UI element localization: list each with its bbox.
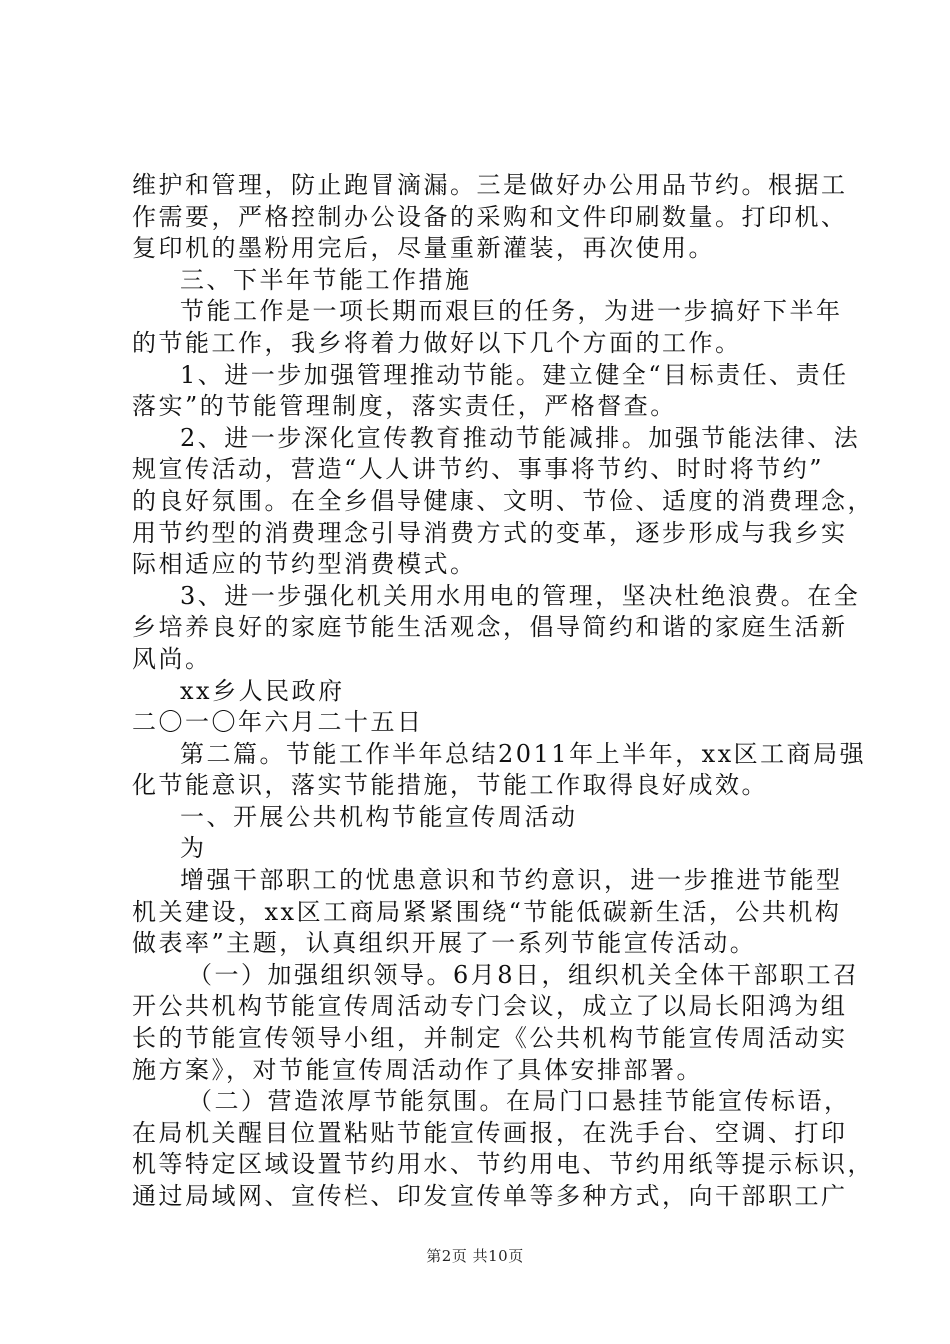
text-line: （二）营造浓厚节能氛围。在局门口悬挂节能宣传标语， <box>188 1087 851 1116</box>
document-body <box>132 170 874 1213</box>
text-line: 机等特定区域设置节约用水、节约用电、节约用纸等提示标识， <box>132 1150 874 1179</box>
text-line: 节能工作是一项长期而艰巨的任务，为进一步搞好下半年 <box>180 297 843 326</box>
text-line: 通过局域网、宣传栏、印发宣传单等多种方式，向干部职工广 <box>132 1182 848 1210</box>
text-line: 用节约型的消费理念引导消费方式的变革，逐步形成与我乡实 <box>132 518 848 547</box>
text-line: 施方案》，对节能宣传周活动作了具体安排部署。 <box>132 1055 703 1084</box>
text-line: 落实”的节能管理制度，落实责任，严格督查。 <box>132 392 677 421</box>
text-line: 规宣传活动，营造“人人讲节约、事事将节约、时时将节约” <box>132 455 825 484</box>
text-line: 做表率”主题，认真组织开展了一系列节能宣传活动。 <box>132 929 757 958</box>
text-line: 机关建设，xx区工商局紧紧围绕“节能低碳新生活，公共机构 <box>132 897 842 926</box>
section-heading: 一、开展公共机构节能宣传周活动 <box>180 802 578 831</box>
text-line: 在局机关醒目位置粘贴节能宣传画报，在洗手台、空调、打印 <box>132 1118 848 1147</box>
text-line: 开公共机构节能宣传周活动专门会议，成立了以局长阳鸿为组 <box>132 992 848 1021</box>
text-line: （一）加强组织领导。6月8日，组织机关全体干部职工召 <box>188 960 860 989</box>
text-line: 复印机的墨粉用完后，尽量重新灌装，再次使用。 <box>132 234 715 263</box>
text-line: 第二篇。节能工作半年总结2011年上半年，xx区工商局强 <box>180 739 867 768</box>
text-line: 为 <box>180 834 207 863</box>
page-number: 第2页 共10页 <box>426 1247 524 1265</box>
text-line: 际相适应的节约型消费模式。 <box>132 550 477 579</box>
text-line: 风尚。 <box>132 644 212 673</box>
text-line: 乡培养良好的家庭节能生活观念，倡导简约和谐的家庭生活新 <box>132 613 848 642</box>
text-line: 长的节能宣传领导小组，并制定《公共机构节能宣传周活动实 <box>132 1024 848 1053</box>
text-line: 维护和管理，防止跑冒滴漏。三是做好办公用品节约。根据工 <box>132 171 848 199</box>
text-line: 的节能工作，我乡将着力做好以下几个方面的工作。 <box>132 328 742 357</box>
text-line: 的良好氛围。在全乡倡导健康、文明、节俭、适度的消费理念， <box>132 486 874 515</box>
text-line: 2、进一步深化宣传教育推动节能减排。加强节能法律、法 <box>180 423 861 452</box>
text-line: 作需要，严格控制办公设备的采购和文件印刷数量。打印机、 <box>132 202 848 231</box>
text-line: 化节能意识，落实节能措施，节能工作取得良好成效。 <box>132 771 768 800</box>
text-line: 增强干部职工的忧患意识和节约意识，进一步推进节能型 <box>180 866 843 895</box>
section-heading: 三、下半年节能工作措施 <box>180 265 472 294</box>
signature-date: 二〇一〇年六月二十五日 <box>132 708 424 737</box>
text-line: 1、进一步加强管理推动节能。建立健全“目标责任、责任 <box>180 360 849 389</box>
signature-org: xx乡人民政府 <box>180 676 345 705</box>
text-line: 3、进一步强化机关用水用电的管理，坚决杜绝浪费。在全 <box>180 581 861 610</box>
